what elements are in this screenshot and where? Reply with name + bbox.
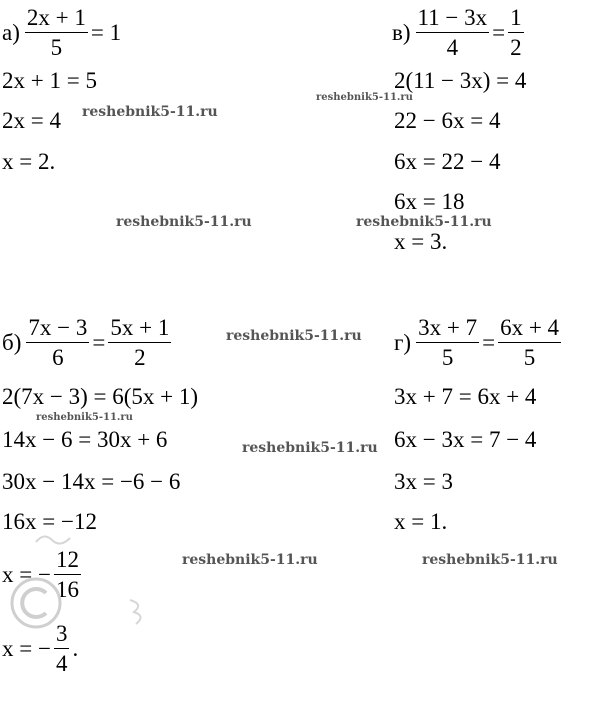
label-b: б) [2, 330, 22, 356]
label-a: а) [2, 20, 20, 46]
fraction-g-left-numerator: 3x + 7 [416, 316, 479, 343]
step-b-6-suffix: . [72, 636, 79, 662]
equals-sign-g: = [482, 330, 496, 356]
step-g-1: 3x + 7 = 6x + 4 [394, 384, 537, 409]
fraction-v-right [508, 6, 524, 60]
step-v-2: 22 − 6x = 4 [394, 108, 501, 133]
fraction-b-left-numerator: 7x − 3 [26, 316, 89, 343]
fraction-v-right-denominator: 2 [510, 35, 522, 61]
copyright-icon [6, 568, 66, 638]
scribble-mark [126, 596, 152, 628]
step-g-3: 3x = 3 [394, 469, 453, 494]
watermark: reshebnik5-11.ru [226, 328, 362, 344]
step-b-5-prefix: x = − [2, 562, 51, 588]
label-g: г) [394, 330, 412, 356]
fraction-g-right [498, 316, 561, 370]
step-g-4: x = 1. [394, 509, 448, 534]
equation-b-header [2, 316, 174, 370]
step-a-2: 2x = 4 [2, 108, 61, 133]
watermark: reshebnik5-11.ru [422, 552, 558, 568]
equation-a-header [2, 6, 121, 60]
step-b-1: 2(7x − 3) = 6(5x + 1) [2, 384, 199, 409]
fraction-v-left-denominator: 4 [446, 35, 459, 61]
equation-a-rhs: = 1 [90, 20, 122, 46]
fraction-b-step5-denominator: 16 [55, 577, 79, 603]
fraction-b-step6-numerator: 3 [54, 622, 70, 649]
watermark: reshebnik5-11.ru [36, 412, 133, 423]
step-b-3: 30x − 14x = −6 − 6 [2, 469, 181, 494]
watermark: reshebnik5-11.ru [182, 552, 318, 568]
fraction-g-left [416, 316, 479, 370]
step-v-1: 2(11 − 3x) = 4 [394, 68, 527, 93]
step-b-2: 14x − 6 = 30x + 6 [2, 427, 168, 452]
step-a-3: x = 2. [2, 149, 56, 174]
watermark: reshebnik5-11.ru [316, 92, 413, 103]
fraction-b-step6-denominator: 4 [55, 651, 68, 677]
fraction-b-right [108, 316, 171, 370]
fraction-a-numerator: 2x + 1 [25, 6, 88, 33]
fraction-v-right-numerator: 1 [508, 6, 524, 33]
watermark: reshebnik5-11.ru [82, 104, 218, 120]
step-g-2: 6x − 3x = 7 − 4 [394, 427, 537, 452]
fraction-b-right-denominator: 2 [134, 345, 146, 371]
step-b-6-prefix: x = − [2, 636, 51, 662]
step-a-1: 2x + 1 = 5 [2, 68, 97, 93]
fraction-g-right-numerator: 6x + 4 [498, 316, 561, 343]
watermark: reshebnik5-11.ru [356, 214, 492, 230]
equals-sign-v: = [492, 20, 506, 46]
fraction-v-left [416, 6, 490, 60]
fraction-b-right-numerator: 5x + 1 [108, 316, 171, 343]
watermark: reshebnik5-11.ru [242, 440, 378, 456]
scribble-mark [34, 530, 74, 548]
step-b-4: 16x = −12 [2, 509, 97, 534]
watermark: reshebnik5-11.ru [116, 214, 252, 230]
fraction-b-left-denominator: 6 [52, 345, 64, 371]
step-v-3: 6x = 22 − 4 [394, 149, 501, 174]
label-v: в) [392, 20, 411, 46]
equation-v-header [392, 6, 527, 60]
equals-sign-b: = [92, 330, 106, 356]
fraction-g-left-denominator: 5 [441, 345, 454, 371]
fraction-v-left-numerator: 11 − 3x [416, 6, 490, 33]
equation-g-header [394, 316, 564, 370]
fraction-a [25, 6, 88, 60]
fraction-g-right-denominator: 5 [523, 345, 536, 371]
fraction-a-denominator: 5 [50, 35, 63, 61]
step-v-4: 6x = 18 [394, 189, 465, 214]
step-v-5: x = 3. [394, 229, 448, 254]
fraction-b-step5-numerator: 12 [54, 548, 81, 575]
fraction-b-left [26, 316, 89, 370]
